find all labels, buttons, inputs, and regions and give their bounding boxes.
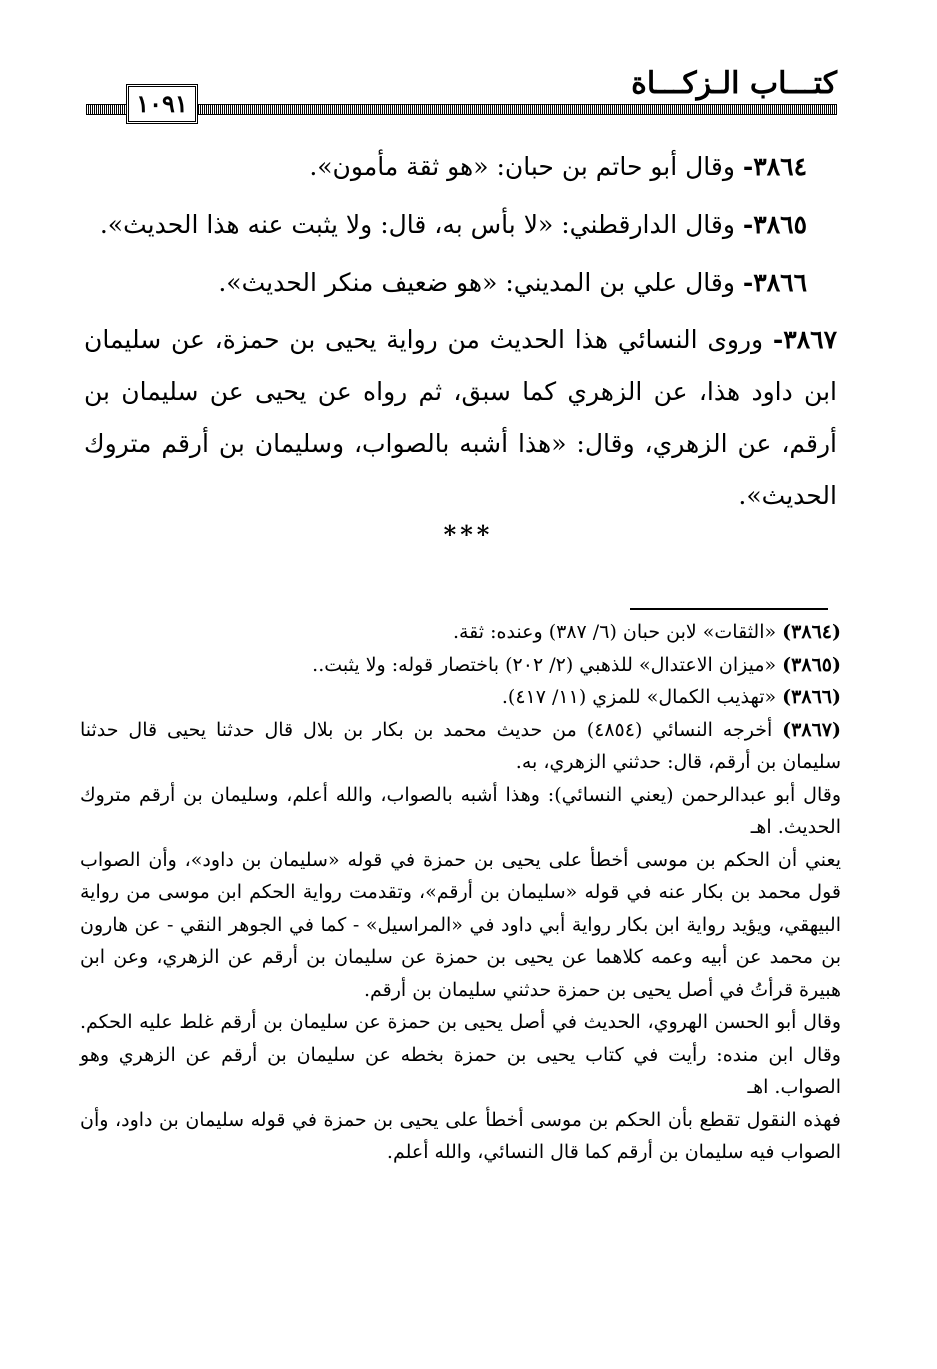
footnote-number: (٣٨٦٧) — [782, 718, 841, 741]
section-separator: *** — [443, 520, 494, 549]
footnote-3867 — [80, 714, 841, 779]
entry-number: ٣٨٦٤- — [742, 152, 807, 181]
entry-3864 — [84, 138, 837, 196]
footnote-paragraph: فهذه النقول تقطع بأن الحكم بن موسى أخطأ على يحيى بن حمزة في قوله سليمان بن داود، وأن الصواب فيه سليمان بن أرقم كما قال النسائي، والله أعلم. — [80, 1108, 841, 1163]
footnote-number: (٣٨٦٤) — [782, 621, 841, 643]
footnote-number: (٣٨٦٦) — [782, 686, 841, 708]
footnote-3865 — [80, 649, 841, 682]
entry-text: وروى النسائي هذا الحديث من رواية يحيى بن حمزة، عن سليمان ابن داود هذا، عن الزهري كما سبق، ثم رواه عن يحيى عن سليمان بن أرقم، عن الزهري، وقال: «هذا أشبه بالصواب، وسليمان بن أرقم متروك الحديث». — [84, 325, 837, 510]
footnote-rule — [630, 608, 828, 610]
entry-number: ٣٨٦٧- — [772, 325, 837, 354]
footnote-3866 — [80, 681, 841, 714]
entry-number: ٣٨٦٥- — [742, 210, 807, 239]
entry-text: وقال علي بن المديني: «هو ضعيف منكر الحديث». — [218, 268, 735, 297]
main-text — [84, 138, 837, 522]
entry-3865 — [84, 196, 837, 254]
header-rule — [86, 104, 837, 115]
chapter-title: كتـــاب الـزكـــاة — [631, 66, 837, 101]
page-number: ١٠٩١ — [126, 84, 198, 124]
entry-text: وقال أبو حاتم بن حبان: «هو ثقة مأمون». — [309, 152, 735, 181]
footnote-3864 — [80, 616, 841, 649]
footnote-number: (٣٨٦٥) — [782, 653, 841, 676]
footnote-paragraph: يعني أن الحكم بن موسى أخطأ على يحيى بن حمزة في قوله «سليمان بن داود»، وأن الصواب قول محمد بن بكار عنه في قوله «سليمان بن أرقم»، وتقدمت رواية الحكم ابن موسى من رواية البيهقي، ويؤيد رواية ابن بكار رواية أبي داود في «المراسيل» - كما في الجوهر النقي - عن هارون بن محمد عن أبيه وعمه كلاهما عن يحيى بن حمزة عن سليمان بن أرقم عن الزهري، وعن ابن هبيرة قرأتُ في أصل يحيى بن حمزة حدثني سليمان بن أرقم. — [80, 848, 841, 1001]
footnote-paragraph: وقال أبو الحسن الهروي، الحديث في أصل يحيى بن حمزة عن سليمان بن أرقم غلط عليه الحكم. وقال ابن منده: رأيت في كتاب يحيى بن حمزة بخطه عن سليمان بن أرقم عن الزهري وهو الصواب. اهـ — [80, 1011, 841, 1098]
footnote-text: «الثقات» لابن حبان (٦/ ٣٨٧) وعنده: ثقة. — [452, 621, 777, 643]
entry-text: وقال الدارقطني: «لا بأس به، قال: ولا يثبت عنه هذا الحديث». — [99, 210, 735, 239]
entry-3866 — [84, 254, 837, 312]
footnote-paragraph: وقال أبو عبدالرحمن (يعني النسائي): وهذا أشبه بالصواب، والله أعلم، وسليمان بن أرقم متروك الحديث. اهـ — [80, 783, 841, 838]
footnotes — [80, 616, 841, 1169]
entry-number: ٣٨٦٦- — [742, 268, 807, 297]
footnote-text: «تهذيب الكمال» للمزي (١١/ ٤١٧). — [501, 686, 777, 708]
footnote-text: أخرجه النسائي (٤٨٥٤) من حديث محمد بن بكار بن بلال قال حدثنا يحيى قال حدثنا سليمان بن أرقم، قال: حدثني الزهري، به. — [80, 718, 841, 773]
entry-3867 — [84, 314, 837, 522]
footnote-text: «ميزان الاعتدال» للذهبي (٢/ ٢٠٢) باختصار قوله: ولا يثبت.. — [312, 653, 777, 676]
